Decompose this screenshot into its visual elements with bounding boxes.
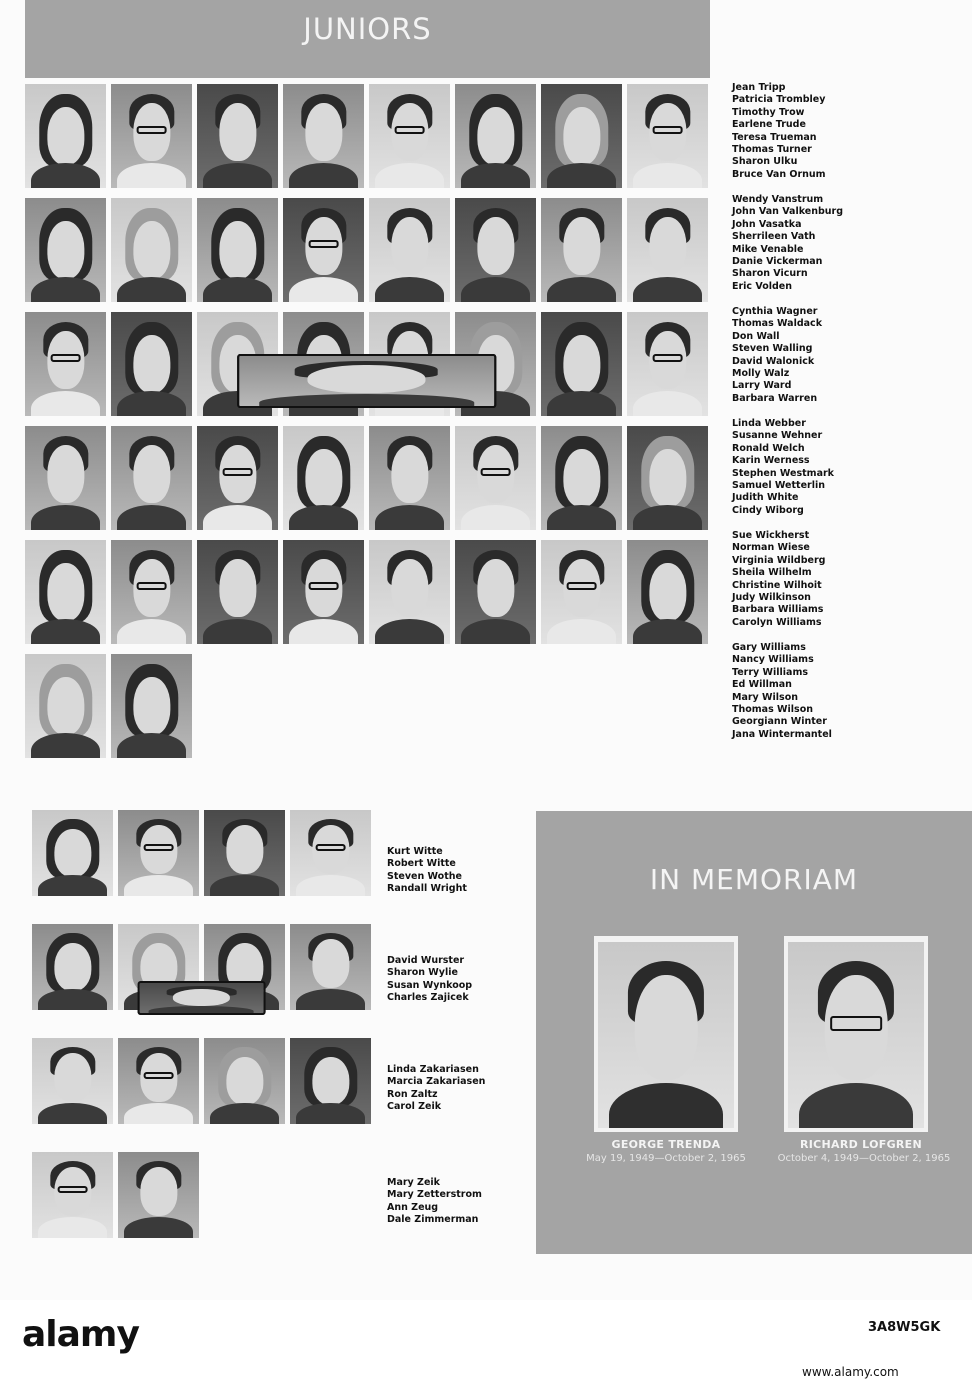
student-portrait xyxy=(137,981,266,1015)
student-portrait xyxy=(25,198,106,302)
student-portrait xyxy=(290,810,371,896)
student-name: Susanne Wehner xyxy=(732,430,823,442)
student-name: Larry Ward xyxy=(732,380,792,392)
name-list xyxy=(732,418,834,517)
student-portrait xyxy=(32,1038,113,1124)
name-list xyxy=(732,82,826,181)
juniors-photo-grid xyxy=(25,84,708,758)
student-portrait xyxy=(627,84,708,188)
student-name: Susan Wynkoop xyxy=(387,979,473,991)
student-name: Barbara Warren xyxy=(732,392,818,404)
student-name: Christine Wilhoit xyxy=(732,579,822,591)
student-portrait xyxy=(455,84,536,188)
student-portrait xyxy=(118,1038,199,1124)
name-list xyxy=(387,1177,482,1227)
student-name: Eric Volden xyxy=(732,280,792,292)
student-name: John Van Valkenburg xyxy=(732,206,844,218)
memoriam-portrait-2 xyxy=(784,936,928,1132)
student-portrait xyxy=(541,198,622,302)
memoriam-name-2: RICHARD LOFGREN xyxy=(800,1138,922,1151)
student-portrait xyxy=(541,540,622,644)
in-memoriam-panel xyxy=(536,811,972,1254)
student-name: Charles Zajicek xyxy=(387,992,469,1004)
student-name: Steven Wothe xyxy=(387,870,462,882)
student-name: Wendy Vanstrum xyxy=(732,194,824,205)
student-name: Cindy Wiborg xyxy=(732,504,804,516)
student-portrait xyxy=(369,84,450,188)
student-portrait xyxy=(111,540,192,644)
student-name: Don Wall xyxy=(732,330,780,342)
student-name: Gary Williams xyxy=(732,642,806,653)
student-portrait xyxy=(32,924,113,1010)
student-name: Steven Walling xyxy=(732,343,813,355)
student-name: Mary Zetterstrom xyxy=(387,1189,482,1201)
student-portrait xyxy=(627,426,708,530)
student-name: Marcia Zakariasen xyxy=(387,1076,486,1088)
student-name: Stephen Westmark xyxy=(732,467,834,479)
student-portrait xyxy=(32,1152,113,1238)
student-name: Mike Venable xyxy=(732,243,804,255)
student-portrait xyxy=(283,426,364,530)
student-name: Sharon Vicurn xyxy=(732,268,808,280)
student-portrait xyxy=(197,426,278,530)
student-portrait xyxy=(25,426,106,530)
student-name: Georgiann Winter xyxy=(732,716,827,728)
memoriam-title: IN MEMORIAM xyxy=(649,863,859,896)
student-name: Terry Williams xyxy=(732,666,808,678)
student-name: Barbara Williams xyxy=(732,604,824,616)
student-name: Ed Willman xyxy=(732,679,792,691)
name-list xyxy=(732,306,822,405)
student-name: Linda Zakariasen xyxy=(387,1064,479,1075)
portrait-photo xyxy=(598,942,734,1128)
student-name: Thomas Turner xyxy=(732,144,812,156)
student-name: Ronald Welch xyxy=(732,442,805,454)
name-list xyxy=(732,530,825,629)
page-title: JUNIORS xyxy=(303,12,432,46)
student-name: Earlene Trude xyxy=(732,119,806,131)
student-portrait xyxy=(369,198,450,302)
student-name: Sheila Wilhelm xyxy=(732,567,812,579)
student-name: Samuel Wetterlin xyxy=(732,480,825,492)
portrait-photo xyxy=(788,942,924,1128)
student-name: Sherrileen Vath xyxy=(732,231,816,243)
student-portrait xyxy=(197,84,278,188)
student-name: Robert Witte xyxy=(387,858,456,870)
student-portrait xyxy=(197,540,278,644)
student-portrait xyxy=(541,312,622,416)
student-name: Sue Wickherst xyxy=(732,530,810,541)
student-portrait xyxy=(111,198,192,302)
student-name: Sharon Ulku xyxy=(732,156,798,168)
image-id-label: 3A8W5GK xyxy=(868,1320,941,1335)
student-name: Ron Zaltz xyxy=(387,1088,438,1100)
student-name: Virginia Wildberg xyxy=(732,554,826,566)
site-url-label: www.alamy.com xyxy=(802,1365,899,1379)
student-name: Jean Tripp xyxy=(732,82,786,93)
student-name: Judy Wilkinson xyxy=(732,592,811,604)
student-portrait xyxy=(204,810,285,896)
student-name: Karin Werness xyxy=(732,455,810,467)
student-portrait xyxy=(111,654,192,758)
student-portrait xyxy=(541,426,622,530)
student-portrait xyxy=(283,84,364,188)
student-name: Thomas Waldack xyxy=(732,318,823,330)
student-portrait xyxy=(290,924,371,1010)
student-portrait xyxy=(204,1038,285,1124)
student-name: Sharon Wylie xyxy=(387,967,458,979)
juniors-photo-grid-continued xyxy=(32,810,371,1238)
memoriam-name-1: GEORGE TRENDA xyxy=(611,1138,721,1151)
student-name: Norman Wiese xyxy=(732,542,810,554)
student-portrait xyxy=(25,312,106,416)
student-name: Linda Webber xyxy=(732,418,806,429)
student-portrait xyxy=(369,426,450,530)
student-name: Thomas Wilson xyxy=(732,704,813,716)
student-portrait xyxy=(25,654,106,758)
student-portrait xyxy=(111,426,192,530)
memoriam-portrait-1 xyxy=(594,936,738,1132)
memoriam-dates-1: May 19, 1949—October 2, 1965 xyxy=(586,1153,746,1164)
student-name: Nancy Williams xyxy=(732,654,814,666)
student-name: Teresa Trueman xyxy=(732,131,817,143)
juniors-header-band xyxy=(25,0,710,78)
name-list xyxy=(387,846,467,896)
student-portrait xyxy=(290,1038,371,1124)
student-portrait xyxy=(283,540,364,644)
memoriam-dates-2: October 4, 1949—October 2, 1965 xyxy=(777,1153,951,1164)
student-name: Kurt Witte xyxy=(387,846,443,857)
student-name: David Walonick xyxy=(732,355,815,367)
student-portrait xyxy=(197,198,278,302)
student-portrait xyxy=(118,810,199,896)
student-name: Mary Wilson xyxy=(732,691,798,703)
student-portrait xyxy=(541,84,622,188)
student-name: David Wurster xyxy=(387,955,465,966)
student-portrait xyxy=(627,312,708,416)
student-portrait xyxy=(627,540,708,644)
student-portrait xyxy=(118,1152,199,1238)
student-name: Timothy Trow xyxy=(732,106,805,118)
student-name: Randall Wright xyxy=(387,883,467,895)
student-name: Mary Zeik xyxy=(387,1177,440,1188)
student-portrait xyxy=(455,540,536,644)
student-portrait xyxy=(32,810,113,896)
student-portrait xyxy=(369,540,450,644)
student-portrait xyxy=(25,84,106,188)
student-name: John Vasatka xyxy=(732,218,802,230)
student-name: Carol Zeik xyxy=(387,1101,442,1113)
student-portrait xyxy=(455,426,536,530)
student-name: Bruce Van Ornum xyxy=(732,168,826,180)
student-name: Carolyn Williams xyxy=(732,616,822,628)
student-portrait xyxy=(111,312,192,416)
name-list xyxy=(732,642,832,741)
student-portrait xyxy=(25,540,106,644)
name-list xyxy=(387,955,472,1005)
student-portrait xyxy=(455,198,536,302)
student-name: Jana Wintermantel xyxy=(732,728,832,740)
student-portrait xyxy=(237,354,497,408)
student-name: Judith White xyxy=(732,492,799,504)
student-name: Molly Walz xyxy=(732,368,790,380)
student-name: Cynthia Wagner xyxy=(732,306,818,317)
student-name: Ann Zeug xyxy=(387,1201,439,1213)
student-name: Dale Zimmerman xyxy=(387,1214,479,1226)
student-portrait xyxy=(283,198,364,302)
student-name: Patricia Trombley xyxy=(732,94,826,106)
name-list xyxy=(732,194,843,293)
alamy-logo: alamy xyxy=(22,1314,139,1355)
student-portrait xyxy=(627,198,708,302)
name-list xyxy=(387,1064,485,1114)
student-name: Danie Vickerman xyxy=(732,256,823,268)
student-portrait xyxy=(111,84,192,188)
